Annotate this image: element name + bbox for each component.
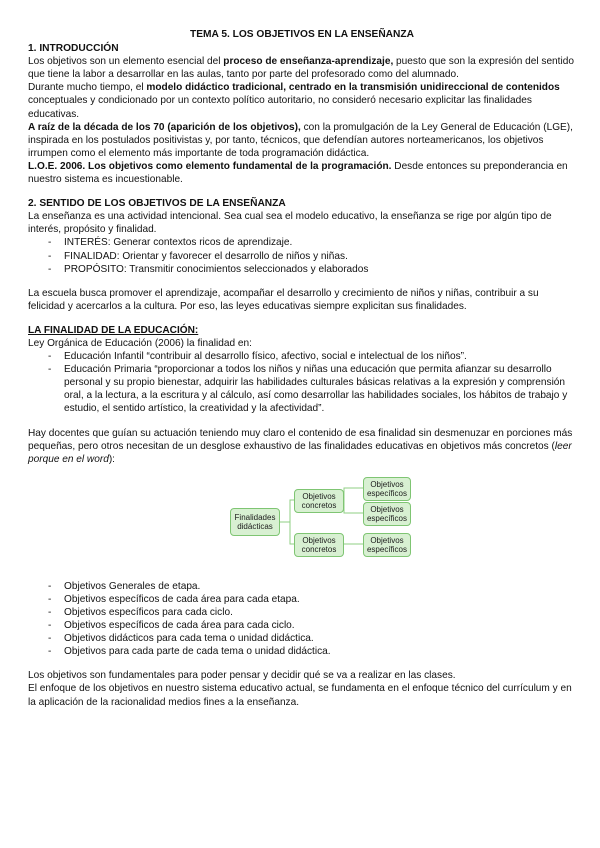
- text-run: conceptuales y condicionado por un contexto político autoritario, no consideró necesario explicitar las finalidades educativas.: [28, 95, 532, 120]
- connector-root-top: [280, 500, 294, 522]
- section-heading-introduccion: 1. INTRODUCCIÓN: [28, 43, 119, 55]
- sentido-paragraph-2: La escuela busca promover el aprendizaje, acompañar el desarrollo y crecimiento de niños y niñas, contribuir a su felicidad y acercarlos a la cultura. Por eso, las leyes educativas siempre explicitan sus finalidades.: [28, 287, 539, 312]
- diagram-node-finalidades: Finalidades didácticas: [230, 508, 280, 536]
- finalidad-intro: Ley Orgánica de Educación (2006) la finalidad en:: [28, 337, 252, 349]
- bold-run: A raíz de la década de los 70 (aparición de los objetivos),: [28, 121, 301, 133]
- finalidad-paragraph-2: [28, 427, 576, 466]
- diagram-node-objetivos-especificos-3: Objetivos específicos: [363, 533, 411, 557]
- list-item: - Objetivos específicos para cada ciclo.: [48, 606, 576, 619]
- diagram-node-objetivos-concretos-top: Objetivos concretos: [294, 489, 344, 513]
- intro-paragraph-4: [28, 160, 576, 186]
- text-run: ):: [108, 453, 115, 465]
- text-run: con la promulgación de la Ley General de Educación (LGE), inspirada en los postulados positivistas y, por tanto, técnicos, que defendían autores norteamericanos, los objetivos irrumpen como el elemento más importante de toda programación didáctica.: [28, 121, 573, 159]
- list-item: - Objetivos específicos de cada área para cada etapa.: [48, 593, 576, 606]
- intro-paragraph-2: [28, 81, 576, 120]
- list-item: - Objetivos didácticos para cada tema o unidad didáctica.: [48, 632, 576, 645]
- finalidad-list: [28, 350, 576, 415]
- bold-run: proceso de enseñanza-aprendizaje,: [223, 56, 394, 68]
- list-item: - Educación Infantil “contribuir al desarrollo físico, afectivo, social e intelectual de los niños”.: [48, 350, 576, 363]
- document-page: [28, 28, 576, 709]
- bold-run: L.O.E. 2006. Los objetivos como elemento fundamental de la programación.: [28, 160, 392, 172]
- closing-paragraph-1: Los objetivos son fundamentales para poder pensar y decidir qué se va a realizar en las clases.: [28, 670, 456, 682]
- diagram-node-objetivos-especificos-1: Objetivos específicos: [363, 477, 411, 501]
- text-run: Hay docentes que guían su actuación teniendo muy claro el contenido de esa finalidad sin desmenuzar en porciones más pequeñas, pero otros necesitan de un desglose exhaustivo de las finalidades educativas en objetivos más concretos (: [28, 427, 573, 452]
- intro-paragraph-3: [28, 121, 576, 160]
- list-item: - Objetivos específicos de cada área para cada ciclo.: [48, 619, 576, 632]
- list-item: - PROPÓSITO: Transmitir conocimientos seleccionados y elaborados: [48, 263, 576, 276]
- sentido-intro: La enseñanza es una actividad intencional. Sea cual sea el modelo educativo, la enseñanza se rige por algún tipo de interés, propósito y finalidad.: [28, 211, 552, 236]
- objectives-list: [28, 580, 576, 659]
- list-item: - Educación Primaria “proporcionar a todos los niños y niñas una educación que permita afianzar su desarrollo personal y su propio bienestar, adquirir las habilidades culturales básicas relativas a la expresión y comprensión oral, a la lectura, a la escritura y al cálculo, así como desarrollar las habilidades sociales, los hábitos de trabajo y estudio, el sentido artístico, la creatividad y la afectividad”.: [48, 363, 576, 415]
- connector-top-leaf2: [342, 500, 363, 513]
- text-run: Durante mucho tiempo, el: [28, 82, 147, 94]
- list-item: - Objetivos para cada parte de cada tema o unidad didáctica.: [48, 645, 576, 658]
- bold-run: modelo didáctico tradicional, centrado en la transmisión unidireccional de contenidos: [146, 82, 560, 94]
- diagram-node-objetivos-concretos-bottom: Objetivos concretos: [294, 533, 344, 557]
- diagram-node-objetivos-especificos-2: Objetivos específicos: [363, 502, 411, 526]
- connector-root-bottom: [280, 522, 294, 544]
- text-run: Desde entonces su preponderancia en nuestro sistema es incuestionable.: [28, 160, 568, 186]
- section-heading-sentido: 2. SENTIDO DE LOS OBJETIVOS DE LA ENSEÑANZA: [28, 198, 286, 210]
- list-item: - FINALIDAD: Orientar y favorecer el desarrollo de niños y niñas.: [48, 250, 576, 263]
- text-run: Los objetivos son un elemento esencial del: [28, 56, 224, 68]
- list-item: - Objetivos Generales de etapa.: [48, 580, 576, 593]
- text-run: puesto que son la expresión del sentido que tiene la labor a desarrollar en las aulas, tanto por parte del profesorado como del alumnado.: [28, 56, 574, 81]
- closing-paragraph-2: El enfoque de los objetivos en nuestro sistema educativo actual, se fundamenta en el enfoque técnico del currículum y en la aplicación de la racionalidad medios fines a la enseñanza.: [28, 683, 572, 708]
- connector-top-leaf1: [342, 488, 363, 500]
- sentido-list: [28, 236, 576, 275]
- list-item: - INTERÉS: Generar contextos ricos de aprendizaje.: [48, 236, 576, 249]
- document-title: TEMA 5. LOS OBJETIVOS EN LA ENSEÑANZA: [190, 29, 414, 40]
- intro-paragraph-1: [28, 55, 576, 81]
- italic-run: leer porque en el word: [28, 440, 572, 465]
- objectives-diagram: [28, 474, 576, 566]
- section-heading-finalidad: LA FINALIDAD DE LA EDUCACIÓN:: [28, 324, 199, 336]
